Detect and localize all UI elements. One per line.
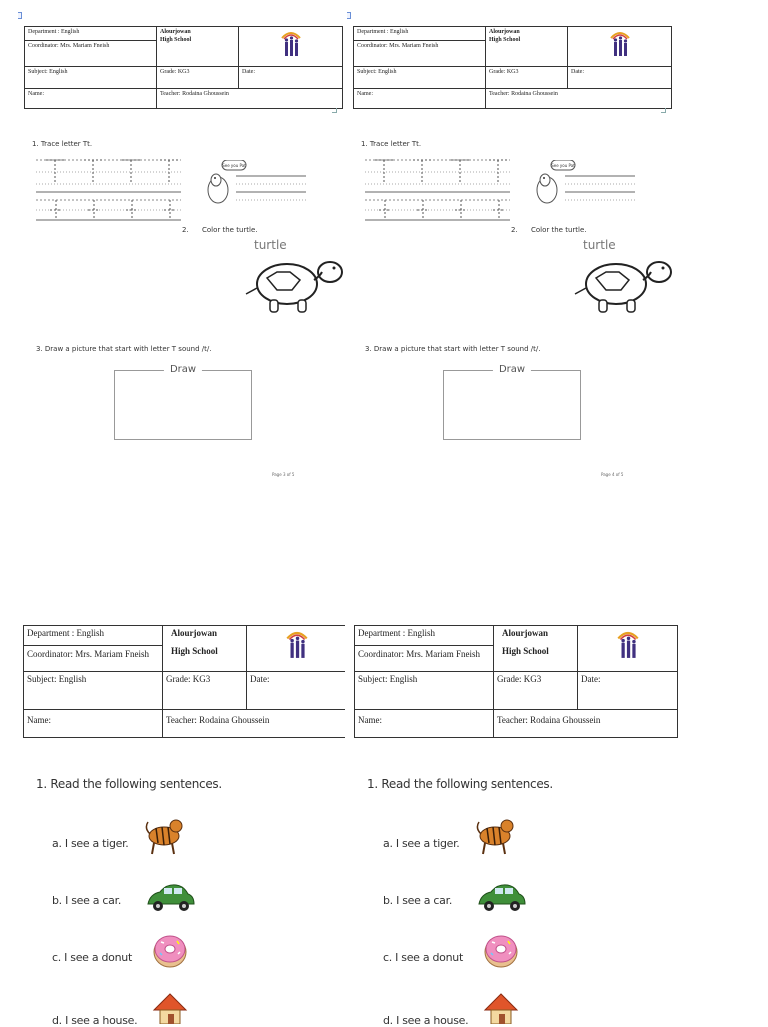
grade-label: Grade: KG3 bbox=[494, 672, 578, 710]
school-name-line1: Alourjowan bbox=[171, 628, 218, 638]
header-table bbox=[353, 26, 672, 109]
department-label: Department : English bbox=[27, 628, 104, 638]
draw-box-label: Draw bbox=[164, 364, 202, 375]
house-icon bbox=[152, 992, 188, 1024]
turtle-icon bbox=[242, 250, 348, 320]
school-name-line1: Alourjowan bbox=[160, 29, 191, 35]
date-label: Date: bbox=[239, 67, 343, 89]
read-sentences-title: 1. Read the following sentences. bbox=[36, 777, 222, 791]
question-3-label: 3. Draw a picture that start with letter T sound /t/. bbox=[36, 345, 212, 353]
speech-bubble-text: See you Pat bbox=[222, 163, 246, 168]
subject-label: Subject: English bbox=[355, 672, 494, 710]
date-label: Date: bbox=[578, 672, 678, 710]
grade-label: Grade: KG3 bbox=[486, 67, 568, 89]
school-logo-icon bbox=[284, 627, 310, 665]
sentence-a: a. I see a tiger. bbox=[383, 837, 460, 850]
question-2-label: Color the turtle. bbox=[202, 226, 258, 234]
sentence-b: b. I see a car. bbox=[383, 894, 453, 907]
coordinator-label: Coordinator: Mrs. Mariam Fneish bbox=[355, 645, 493, 660]
draw-box-label: Draw bbox=[493, 364, 531, 375]
draw-box[interactable] bbox=[443, 364, 581, 440]
question-2-number: 2. bbox=[182, 226, 189, 234]
school-name-line1: Alourjowan bbox=[502, 628, 549, 638]
name-label: Name: bbox=[355, 710, 494, 738]
department-label: Department : English bbox=[357, 29, 409, 35]
donut-icon bbox=[483, 930, 519, 970]
tracing-lines bbox=[365, 156, 515, 226]
read-sentences-title: 1. Read the following sentences. bbox=[367, 777, 553, 791]
car-icon bbox=[477, 882, 527, 916]
header-table bbox=[354, 625, 678, 738]
teacher-label: Teacher: Rodaina Ghoussein bbox=[157, 89, 343, 109]
speech-bubble-text: See you Pat bbox=[551, 163, 575, 168]
turtle-word: turtle bbox=[583, 238, 616, 252]
school-name-line2: High School bbox=[502, 646, 549, 656]
coordinator-label: Coordinator: Mrs. Mariam Fneish bbox=[354, 40, 485, 50]
tiger-icon bbox=[475, 816, 517, 856]
tracing-lines bbox=[36, 156, 186, 226]
name-label: Name: bbox=[24, 710, 163, 738]
pear-character-icon bbox=[196, 160, 306, 210]
school-logo-icon bbox=[608, 28, 632, 62]
table-move-handle[interactable] bbox=[18, 12, 22, 19]
sentence-c: c. I see a donut bbox=[52, 951, 132, 964]
worksheet-page-bottom-left bbox=[14, 612, 350, 976]
teacher-label: Teacher: Rodaina Ghoussein bbox=[486, 89, 672, 109]
department-label: Department : English bbox=[358, 628, 435, 638]
worksheet-page-top-right bbox=[347, 10, 677, 482]
header-table bbox=[23, 625, 347, 738]
house-icon bbox=[483, 992, 519, 1024]
school-name-line2: High School bbox=[160, 37, 192, 43]
sentence-c: c. I see a donut bbox=[383, 951, 463, 964]
subject-label: Subject: English bbox=[354, 67, 486, 89]
table-move-handle[interactable] bbox=[347, 12, 351, 19]
turtle-icon bbox=[571, 250, 677, 320]
school-name-line1: Alourjowan bbox=[489, 29, 520, 35]
grade-label: Grade: KG3 bbox=[157, 67, 239, 89]
draw-box[interactable] bbox=[114, 364, 252, 440]
header-table bbox=[24, 26, 343, 109]
coordinator-label: Coordinator: Mrs. Mariam Fneish bbox=[24, 645, 162, 660]
school-logo-icon bbox=[279, 28, 303, 62]
page-number: Page 4 of 5 bbox=[601, 472, 624, 477]
question-1-label: 1. Trace letter Tt. bbox=[32, 140, 93, 148]
donut-icon bbox=[152, 930, 188, 970]
question-3-label: 3. Draw a picture that start with letter T sound /t/. bbox=[365, 345, 541, 353]
worksheet-page-bottom-right bbox=[345, 612, 681, 976]
worksheet-page-top-left bbox=[18, 10, 348, 482]
teacher-label: Teacher: Rodaina Ghoussein bbox=[163, 710, 347, 738]
department-label: Department : English bbox=[28, 29, 80, 35]
pear-character-icon bbox=[525, 160, 635, 210]
subject-label: Subject: English bbox=[24, 672, 163, 710]
name-label: Name: bbox=[25, 89, 157, 109]
tiger-icon bbox=[144, 816, 186, 856]
sentence-a: a. I see a tiger. bbox=[52, 837, 129, 850]
date-label: Date: bbox=[247, 672, 347, 710]
car-icon bbox=[146, 882, 196, 916]
coordinator-label: Coordinator: Mrs. Mariam Fneish bbox=[25, 40, 156, 50]
sentence-d-overflow: d. I see a house. bbox=[52, 1014, 138, 1027]
turtle-word: turtle bbox=[254, 238, 287, 252]
question-1-label: 1. Trace letter Tt. bbox=[361, 140, 422, 148]
page-number: Page 3 of 5 bbox=[272, 472, 295, 477]
subject-label: Subject: English bbox=[25, 67, 157, 89]
sentence-b: b. I see a car. bbox=[52, 894, 122, 907]
question-2-number: 2. bbox=[511, 226, 518, 234]
question-2-label: Color the turtle. bbox=[531, 226, 587, 234]
date-label: Date: bbox=[568, 67, 672, 89]
teacher-label: Teacher: Rodaina Ghoussein bbox=[494, 710, 678, 738]
grade-label: Grade: KG3 bbox=[163, 672, 247, 710]
school-name-line2: High School bbox=[489, 37, 521, 43]
name-label: Name: bbox=[354, 89, 486, 109]
sentence-d-overflow: d. I see a house. bbox=[383, 1014, 469, 1027]
school-logo-icon bbox=[615, 627, 641, 665]
school-name-line2: High School bbox=[171, 646, 218, 656]
